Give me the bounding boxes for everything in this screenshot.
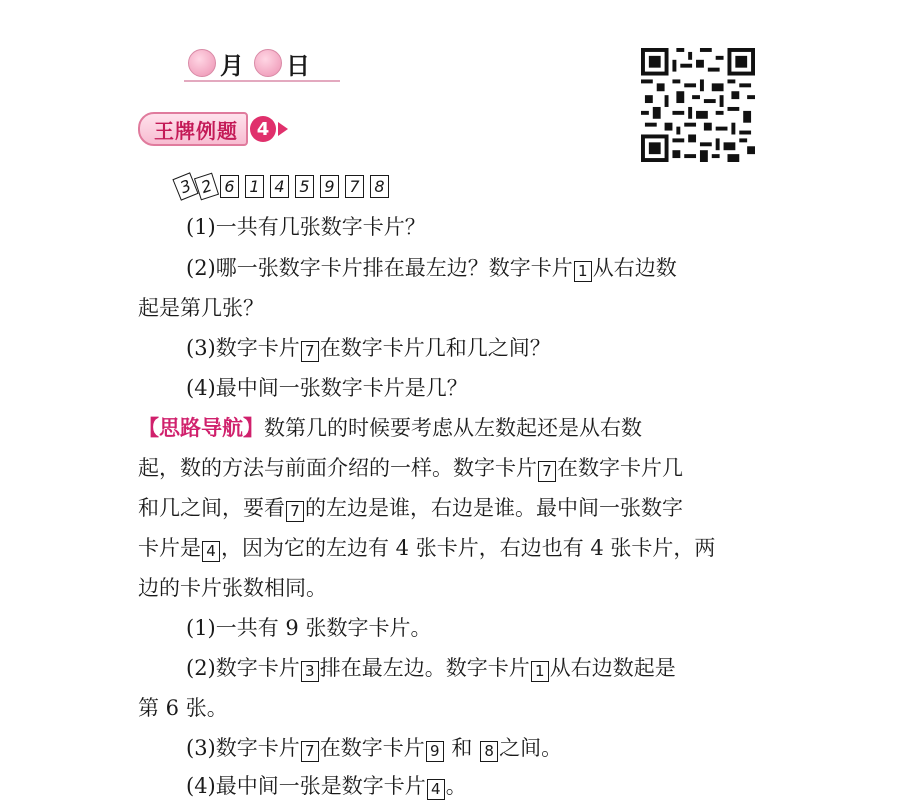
month-label: 月 <box>220 50 244 80</box>
number-cards-row <box>176 175 796 198</box>
day-label: 日 <box>286 50 310 80</box>
card-box: 7 <box>301 341 319 362</box>
question-2-cont: 起是第几张？ <box>138 296 264 320</box>
answer-text: (2)数字卡片 <box>186 656 300 680</box>
guide-text: ，因为它的左边有 4 张卡片，右边也有 4 张卡片，两 <box>221 536 716 560</box>
guide-text: 起，数的方法与前面介绍的一样。数字卡片 <box>138 456 537 480</box>
answer-text: 排在最左边。数字卡片 <box>319 656 530 680</box>
number-card: 2 <box>194 173 219 201</box>
number-card: 5 <box>295 175 314 198</box>
answer-text: 和 <box>444 736 480 760</box>
number-card: 1 <box>245 175 264 198</box>
number-card: 8 <box>370 175 389 198</box>
card-box: 4 <box>202 541 220 562</box>
question-2 <box>186 253 806 283</box>
question-text: (3)数字卡片 <box>186 336 300 360</box>
number-card: 3 <box>172 172 198 200</box>
guide-line-2 <box>138 453 758 483</box>
question-1: (1)一共有几张数字卡片？ <box>186 215 426 239</box>
number-card: 6 <box>220 175 239 198</box>
card-box: 3 <box>301 661 319 682</box>
guide-text: 和几之间，要看 <box>138 496 285 520</box>
card-box: 8 <box>480 741 498 762</box>
guide-line-4 <box>138 533 758 563</box>
qr-code-icon[interactable] <box>641 48 755 162</box>
answer-text: 。 <box>445 774 467 798</box>
example-banner <box>138 113 306 145</box>
guide-line-1 <box>138 413 758 443</box>
answer-text: (4)最中间一张是数字卡片 <box>186 774 426 798</box>
day-blank-circle[interactable] <box>254 49 282 77</box>
card-box: 1 <box>531 661 549 682</box>
card-box: 7 <box>286 501 304 522</box>
guide-text: 数第几的时候要考虑从左数起还是从右数 <box>264 416 642 440</box>
banner-number: 4 <box>250 116 276 142</box>
question-4: (4)最中间一张数字卡片是几？ <box>186 376 468 400</box>
date-header <box>184 46 340 82</box>
play-arrow-icon <box>278 122 288 136</box>
guide-line-3 <box>138 493 758 523</box>
answer-2-cont: 第 6 张。 <box>138 696 228 720</box>
guide-text: 的左边是谁，右边是谁。最中间一张数字 <box>305 496 683 520</box>
guide-line-5: 边的卡片张数相同。 <box>138 576 327 600</box>
card-box: 7 <box>538 461 556 482</box>
card-box: 1 <box>574 261 592 282</box>
number-card: 4 <box>270 175 289 198</box>
question-text: (2)哪一张数字卡片排在最左边？数字卡片 <box>186 256 573 280</box>
question-text: 从右边数 <box>592 256 677 280</box>
question-text: 在数字卡片几和几之间？ <box>319 336 551 360</box>
answer-text: (3)数字卡片 <box>186 736 300 760</box>
number-card: 7 <box>345 175 364 198</box>
guide-text: 在数字卡片几 <box>557 456 683 480</box>
answer-text: 在数字卡片 <box>319 736 425 760</box>
answer-4 <box>186 771 806 801</box>
answer-2 <box>186 653 806 683</box>
guide-label: 【思路导航】 <box>138 416 264 440</box>
question-3 <box>186 333 806 363</box>
number-card: 9 <box>320 175 339 198</box>
guide-text: 卡片是 <box>138 536 201 560</box>
answer-3 <box>186 733 806 763</box>
month-blank-circle[interactable] <box>188 49 216 77</box>
banner-title: 王牌例题 <box>138 112 248 146</box>
card-box: 9 <box>426 741 444 762</box>
card-box: 4 <box>427 779 445 800</box>
card-box: 7 <box>301 741 319 762</box>
answer-1: (1)一共有 9 张数字卡片。 <box>186 616 432 640</box>
answer-text: 从右边数起是 <box>549 656 676 680</box>
answer-text: 之间。 <box>499 736 563 760</box>
